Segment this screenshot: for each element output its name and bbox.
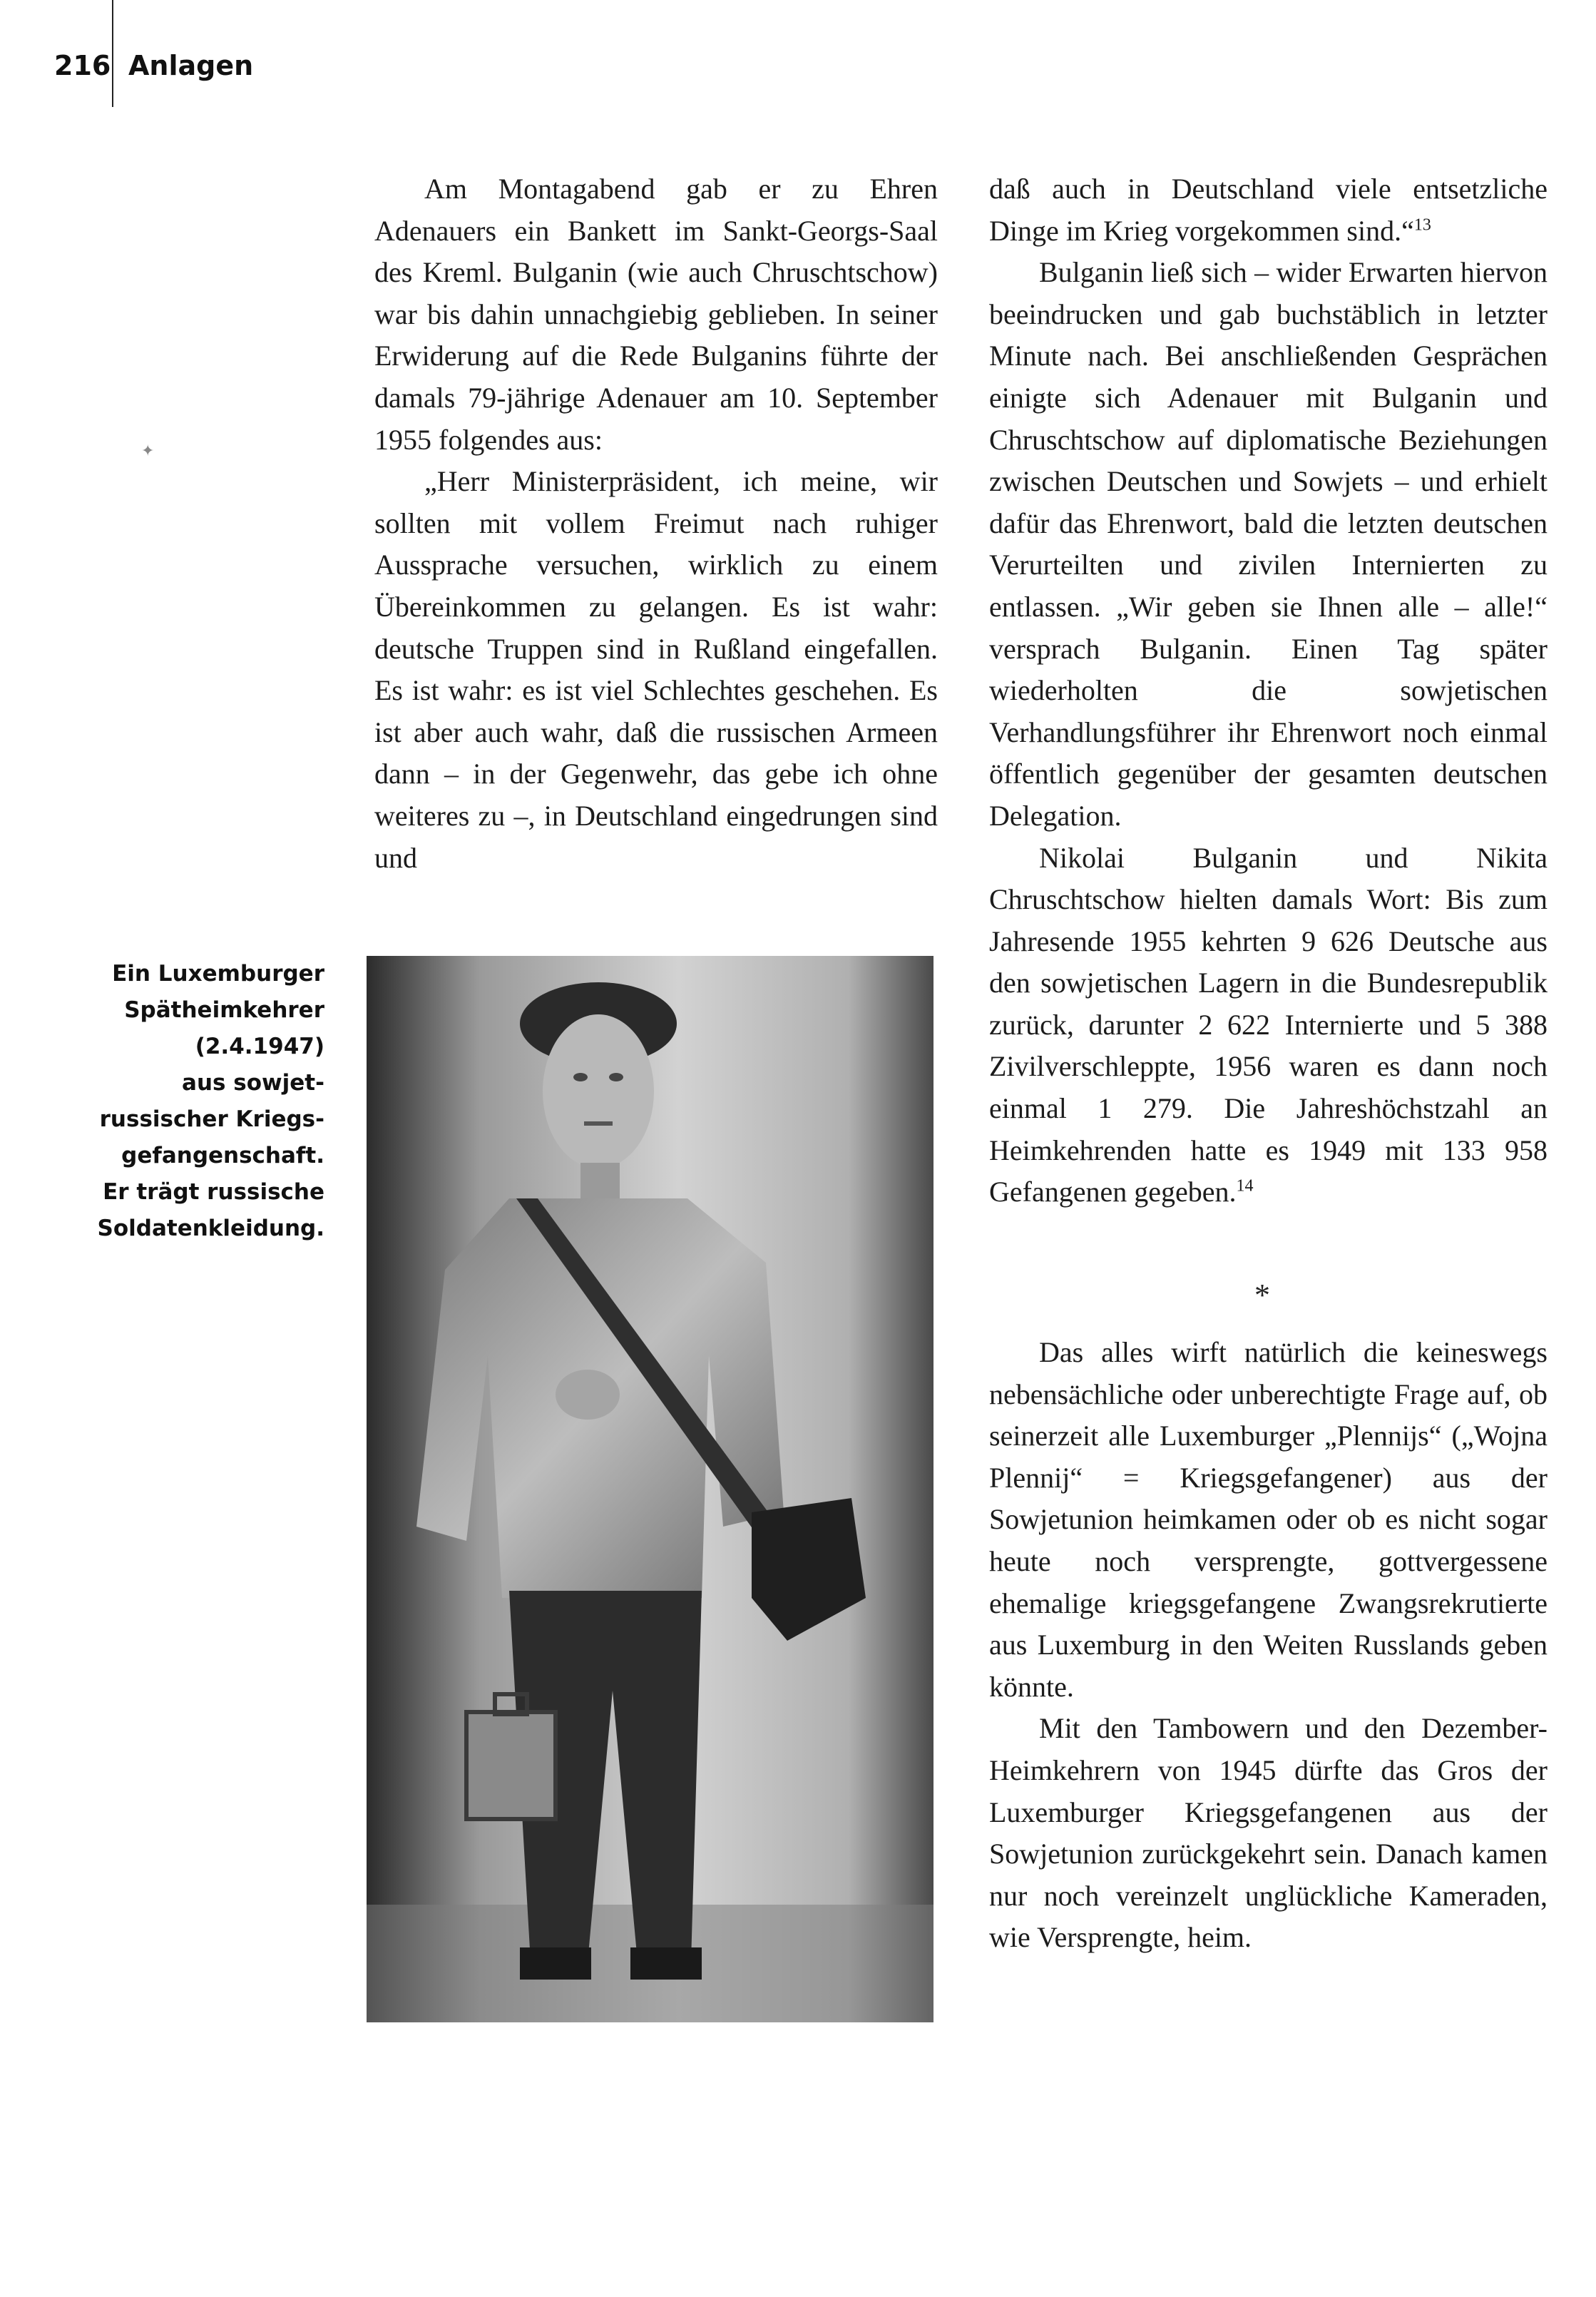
body-paragraph	[989, 168, 1548, 252]
body-paragraph	[989, 837, 1548, 1213]
photo-caption	[86, 956, 324, 1247]
text-column-middle	[374, 168, 938, 879]
paragraph-text: Nikolai Bulganin und Nikita Chruschtschow hielten damals Wort: Bis zum Jahresende 1955 kehrten 9 626 Deutsche aus den sowjetischen Lagern in die Bundesrepublik zurück, darunter 2 622 Internierte und 5 388 Zivilverschleppte, 1956 waren es dann noch einmal 1 279. Die Jahreshöchstzahl an Heimkehrenden hatte es 1949 mit 133 958 Gefangenen gegeben.	[989, 841, 1548, 1208]
header-divider	[112, 0, 113, 107]
quote-paragraph: „Herr Ministerpräsident, ich meine, wir sollten mit vollem Freimut nach ruhiger Aussprache versuchen, wirklich zu einem Übereinkommen zu gelangen. Es ist wahr: deutsche Truppen sind in Rußland eingefallen. Es ist wahr: es ist viel Schlechtes geschehen. Es ist aber auch wahr, daß die russischen Armeen dann – in der Gegenwehr, das gebe ich ohne weiteres zu –, in Deutschland eingedrungen sind und	[374, 465, 938, 874]
body-paragraph: Am Montagabend gab er zu Ehren Adenauers ein Bankett im Sankt-Georgs-Saal des Kreml. Bulganin (wie auch Chruschtschow) war bis dahin unnachgiebig geblieben. In seiner Erwiderung auf die Rede Bulganins führte der damals 79-jährige Adenauer am 10. September 1955 folgendes aus:	[374, 173, 938, 456]
caption-line: (2.4.1947)	[195, 1034, 324, 1059]
caption-line: Soldatenkleidung.	[97, 1216, 324, 1241]
page-number: 216	[54, 50, 111, 81]
section-separator: *	[1254, 1278, 1270, 1313]
body-paragraph: Mit den Tambowern und den Dezember-Heimkehrern von 1945 dürfte das Gros der Luxemburger Kriegsgefangenen aus der Sowjetunion zurückgekehrt sein. Danach kamen nur noch vereinzelt unglückliche Kameraden, wie Versprengte, heim.	[989, 1712, 1548, 1954]
caption-line: russischer Kriegs-	[99, 1106, 324, 1132]
caption-line: Spätheimkehrer	[124, 997, 324, 1023]
text-column-right-top	[989, 168, 1548, 1213]
section-title: Anlagen	[128, 50, 254, 81]
historical-photo	[367, 956, 933, 2022]
body-paragraph: Das alles wirft natürlich die keineswegs nebensächliche oder unberechtigte Frage auf, ob seinerzeit alle Luxemburger „Plennijs“ („Wojna Plennij“ = Kriegsgefangener) aus der Sowjetunion heimkamen oder ob es nicht sogar heute noch versprengte, gottvergessene ehemalige kriegsgefangene Zwangsrekrutierte aus Luxemburg in den Weiten Russlands geben könnte.	[989, 1336, 1548, 1703]
caption-line: Er trägt russische	[103, 1179, 324, 1205]
body-paragraph: Bulganin ließ sich – wider Erwarten hiervon beeindrucken und gab buchstäblich in letzter Minute nach. Bei anschließenden Gesprächen einigte sich Adenauer mit Bulganin und Chruschtschow auf diplomatische Beziehungen zwischen Deutschen und Sowjets – und erhielt dafür das Ehrenwort, bald die letzten deutschen Verurteilten und zivilen Internierten zu entlassen. „Wir geben sie Ihnen alle – alle!“ versprach Bulganin. Einen Tag später wiederholten die sowjetischen Verhandlungsführer ihr Ehrenwort noch einmal öffentlich gegenüber der gesamten deutschen Delegation.	[989, 256, 1548, 832]
paragraph-text: daß auch in Deutschland viele entsetzliche Dinge im Krieg vorgekommen sind.“	[989, 173, 1548, 247]
footnote-marker: 14	[1236, 1176, 1254, 1196]
caption-line: Ein Luxemburger	[112, 961, 324, 987]
photo-portrait-icon	[367, 956, 933, 2022]
caption-line: aus sowjet-	[182, 1070, 324, 1096]
text-column-right-bottom	[989, 1332, 1548, 1959]
footnote-marker: 13	[1413, 215, 1431, 235]
print-speck: ✦	[141, 442, 155, 460]
caption-line: gefangenschaft.	[121, 1143, 324, 1168]
